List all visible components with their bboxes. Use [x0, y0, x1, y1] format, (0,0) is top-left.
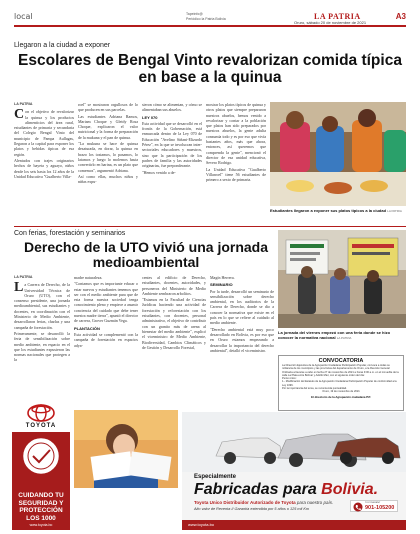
ad-phone-number[interactable]: 901-105200 [365, 505, 395, 511]
story1-col3-p1: sieron cómo se alimentan, y cómo se alimentaban sus abuelos. [142, 102, 202, 113]
story1-column-2 [78, 102, 138, 222]
story1-col4-p2: La Unidad Educativa "Gualberto Villarroel" tiene 56 estudiantes de primero a sexto de primaria. [206, 166, 266, 183]
ad-distributor-main: Toyota Unico Distribuidor Autorizado de Toyota [194, 500, 296, 505]
story2-column-3 [142, 275, 206, 407]
story1-col2-p3: "La mukuna se hace de quinua desaturada, en dorar, la quinua en brazo los tostamos, lo pasamos, lo latamos y luego lo molemos hasta convertirlo en harina, es un plato que comemos", argumentó Adriana. [78, 141, 138, 173]
convocatoria-notice [278, 355, 404, 411]
dropcap: L [14, 280, 24, 296]
divider [14, 226, 406, 227]
convocatoria-body: La Dirección Ejecutiva de la Agrupación Ciudadana Participación Popular, convoca a todas su militancia de los municipios y las provincias del departamento de Oruro, a la Reunión General Ordinaria a llevarse a cabo en fecha 27 de noviembre de 2021 a horas 9:00 a.m. en el inmueble de la calle La Plata entre Bolívar y Adolfo Mier, con el siguiente orden del día: [282, 364, 399, 377]
ad-tagline-small: Especialmente [194, 474, 237, 480]
ad-distributor-rest: para nuestro país. [295, 500, 334, 505]
story2-subhead-1: PLANTACIÓN [74, 325, 100, 331]
story2-col3-p2: "Estamos en la Facultad de Ciencias Jurídicas haciendo una actividad de forestación y reforestación con los estudiantes, con docentes, personal administrativo, el objetivo de contribuir con un granito más de arena al bienestar del medio ambiente", explicó el viceministro de Medio Ambiente, Biodiversidad, Cambios Climáticos y de Gestión y Desarrollo Forestal, [142, 297, 206, 350]
story2-col3-p1: centes al edificio de Derecho, estudiantes, docentes, autoridades, y personeros del Ministerio de Medio Ambiente sembraron arbolitos. [142, 275, 206, 296]
story1-caption-text: Estudiantes llegaron a exponer sus platos típicos a la ciudad [270, 208, 387, 213]
story2-byline: LA PATRIA [14, 275, 33, 279]
story1-byline: LA PATRIA [14, 102, 33, 106]
section-label: local [14, 12, 33, 21]
issue-date: Oruro, sábado 20 de noviembre de 2021 [294, 20, 367, 25]
story1-col2-p1: roel" se mostraron orgullosos de lo que producen en sus parcelas. [78, 102, 138, 113]
story2-col2-p3: Esta actividad se complementó con la campaña de forestación en espacios adya- [74, 331, 138, 348]
social-handles [186, 12, 226, 22]
ad-url[interactable]: www.toyota.bo [29, 523, 53, 527]
story1-column-3 [142, 102, 202, 222]
ad-slogan: CUIDANDO TU SEGURIDAD Y PROTECCIÓN LOS 1000 [18, 492, 64, 522]
story2-col2-p2: "Contamos que es importante educar o estar nuevos y estudiantes tenemos que ser con el medio ambiente para que de esta forma nuestra sociedad tenga conocimiento pleno y empiece a asumir conciencia del cuidado que debe tener nuestra madre tierra", apuntó el director de carrera, Grover Guzmán Vega. [74, 281, 138, 324]
seal-icon [20, 436, 62, 476]
ad-tagline [194, 481, 378, 499]
convocatoria-signature: El directorio de la Agrupación ciudadana P.P. [311, 394, 371, 399]
story2-kicker: Con ferias, forestación y seminarios [14, 230, 126, 237]
convocatoria-item: 1.- Modificación del Estatuto de la Agrupación Ciudadana Participación Popular de conformidad a la Ley 1096. [282, 380, 397, 387]
toyota-logo-icon [20, 404, 62, 422]
story2-caption [278, 330, 406, 340]
ad-phone-label: TOYOTA RENT [365, 502, 381, 504]
story2-headline: Derecho de la UTO vivió una jornada medioambiental [23, 239, 269, 271]
phone-icon [353, 502, 363, 512]
ad-phone-box[interactable] [350, 500, 398, 512]
story1-subhead: LEY 070 [142, 114, 158, 120]
ad-tagline-part1: Fabricadas para [194, 481, 322, 498]
ad-brand: TOYOTA [25, 423, 57, 429]
story1-col2-p2: Las estudiantes Adriana Ramos, Mariam Choque y Gleidy Rosa Choque, explicaron el valor nutricional y la forma de preparación de la mukuna y el pan de quinua. [78, 113, 138, 140]
toyota-vertical-ad[interactable] [12, 400, 70, 530]
handle-line-2: Periódico la Patria Bolivia [186, 17, 226, 21]
story2-col4-p2: Por la tarde, desarrolló un seminario de sensibilización sobre derecho ambiental, en los auditorios de la Carrera de Derecho, donde se dio a conocer la normativa que existe en el país en lo que se refiere al cuidado al medio ambiente. [210, 288, 274, 326]
convocatoria-note: Por la importancia del tema, se recomienda puntualidad. [282, 387, 347, 391]
story2-column-2 [74, 275, 138, 405]
story1-headline: Escolares de Bengal Vinto revalorizan comida típica en base a la quinua [18, 52, 402, 87]
story2-column-1 [14, 275, 70, 397]
ad-tagline-part2: Bolivia. [321, 481, 379, 498]
story1-column-1 [14, 102, 74, 222]
story2-subhead-2: SEMINARIO [210, 282, 233, 288]
story2-col1-p2: Primeramente, se desarrolló la feria de sensibilización sobre medio ambiente, en espacio en el que los estudiantes expusieron las normas nacionales que protegen a la [14, 330, 70, 363]
story1-col2-p4: Así como ellas, muchos niños y niñas expu- [78, 173, 138, 185]
story1-kicker: Llegaron a la ciudad a exponer [14, 42, 111, 49]
reading-photo [74, 410, 178, 488]
story1-col4-p1: mostrar los platos típicos de quinua y otros platos que siempre prepararon nuestros abuelos, hemos venido a revalorizar y contar a la población que platos han sido preparados por nuestros abuelos, la gente adulta consumía todo y es por eso que vivía bastantes años, más que ahora, entonces, así queremos que comprenda la gente", mencionó el director de esa unidad educativa, Severo Rodrigo. [206, 102, 266, 166]
story2-col4-p1: Magín Herrera. [210, 275, 235, 280]
ad-warranty: Alto valor de Reventa // Garantía extendida por 5 años o 125 mil Km [194, 507, 310, 511]
story1-caption [270, 208, 406, 213]
convocatoria-point: Punto único: [282, 377, 297, 381]
story2-column-4 [210, 275, 274, 407]
story2-photo [278, 230, 406, 328]
publication-name: LA PATRIA [314, 12, 361, 21]
story1-col3-p3: "Hemos venido a de- [142, 169, 176, 175]
page-header [14, 12, 406, 27]
story1-col3-p2: Esta actividad que se desarrolló en el frontis de la Gobernación, está enmarcada dentro de la Ley 070 de Educación "Avelino Siñani-Elizardo Pérez", en la que se involucran inter-sectoriales educadores y maestros, sino que la participación de los padres de familia y las autoridades originarias, fue preponderante. [142, 120, 202, 169]
story2-photo-credit: LA PATRIA [336, 336, 352, 340]
story1-col1-p2: Alentados con trajes originarios hechos de bayeta y aguayo, niños desde los seis hasta los 12 años de la Unidad Educativa "Gualberto Villa- [14, 157, 74, 179]
suv-lineup-image [182, 412, 406, 472]
ad-web-url[interactable]: www.toyota.bo [188, 522, 215, 527]
story1-photo-credit: LA PATRIA [387, 209, 402, 213]
toyota-banner-ad[interactable] [182, 412, 406, 530]
story1-column-4 [206, 102, 266, 222]
handle-line-1: Tapeinfo@ [186, 12, 203, 16]
page-number: A3 [395, 12, 406, 21]
story2-col4-p3: "Derecho ambiental está muy poco desarrollado en Bolivia, es por eso que en Oruro estamos empezando a desarrollar la importancia del derecho ambiental", detalló el viceministro. [210, 326, 274, 353]
ad-distributor [194, 500, 333, 505]
story2-col1-p1: a Carrera de Derecho, de la Universidad Técnica de Oruro (UTO), con el consenso presidente, una jornada medioambiental, sus estudiantes y docentes, en coordinación con el Ministerio de Medio Ambiente, desarrollaron ferias, charlas y una campaña de forestación. [14, 282, 70, 330]
convocatoria-date: Oruro, 19 de noviembre de 2021 [322, 390, 360, 394]
story2-caption-text: La jornada del viernes empezó con una feria donde se hizo conocer la normativa nacional [278, 330, 391, 340]
convocatoria-title: CONVOCATORIA [318, 358, 364, 364]
ad-web-bar[interactable] [182, 520, 406, 530]
story1-photo [270, 102, 406, 206]
story2-col2-p1: madre naturaleza. [74, 275, 103, 280]
story1-col1-p1: on el objetivo de revalorizar la quinua y los productos alimenticios del área rural, estudiantes de primaria y secundaria del Colegio Bengal Vinto del municipio de Pampa Aullagas, llegaron a la capital para exponer los platos y bebidas típicas de esa región. [14, 109, 74, 157]
dropcap: C [14, 107, 25, 123]
